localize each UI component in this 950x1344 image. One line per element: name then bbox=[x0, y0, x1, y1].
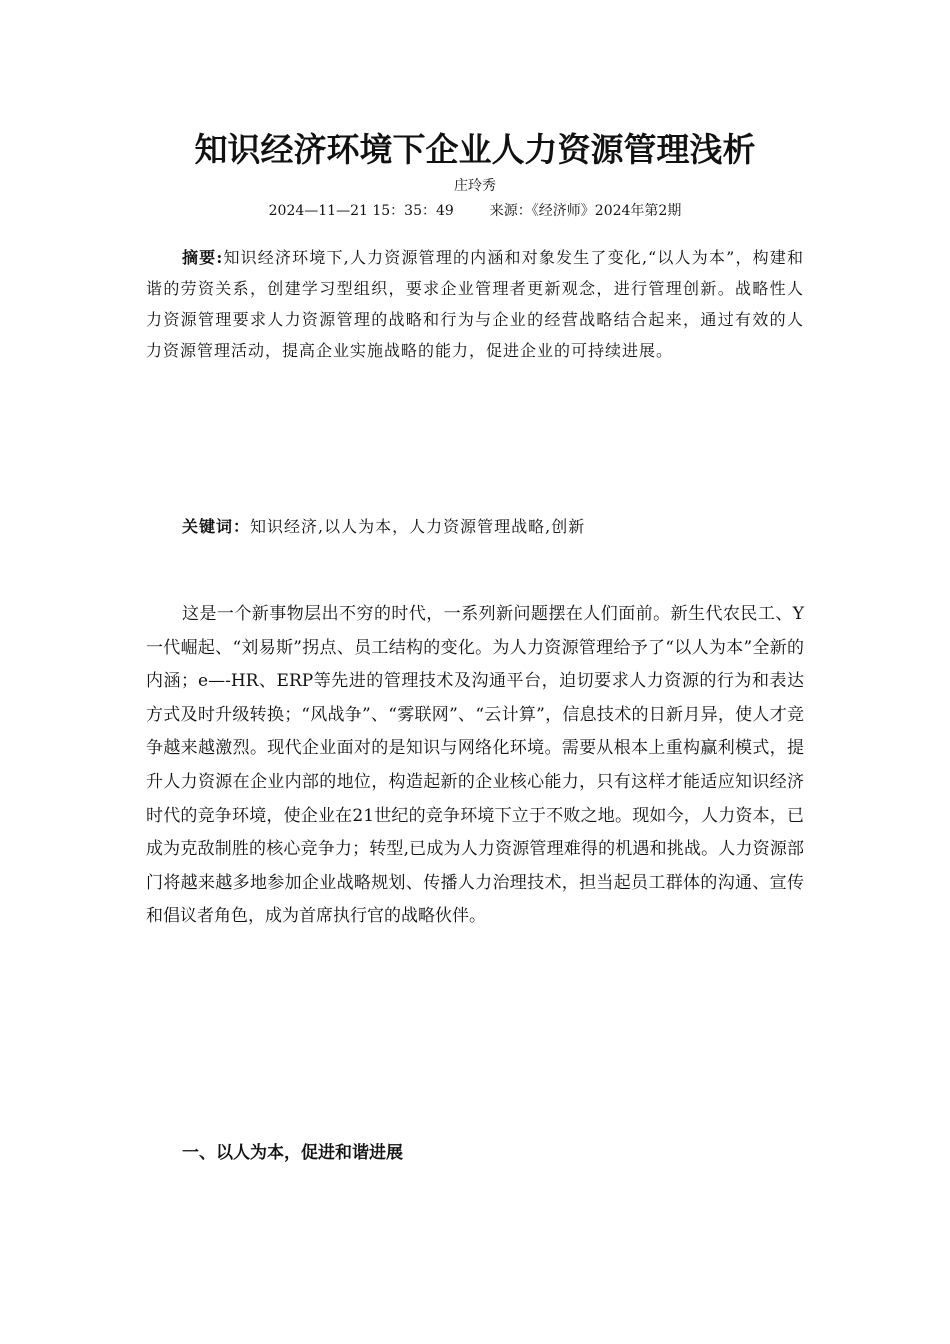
abstract-paragraph bbox=[146, 242, 804, 366]
keywords-label: 关键词： bbox=[182, 517, 251, 536]
publication-source: 来源：《经济师》2024年第2期 bbox=[489, 203, 682, 219]
keywords-line bbox=[182, 513, 802, 541]
publish-datetime: 2024—11—21 15：35：49 bbox=[268, 203, 454, 219]
abstract-label: 摘要: bbox=[182, 248, 224, 267]
abstract-text: 知识经济环境下,人力资源管理的内涵和对象发生了变化,“以人为本”，构建和谐的劳资关系，创建学习型组织，要求企业管理者更新观念，进行管理创新。战略性人力资源管理要求人力资源管理的战略和行为与企业的经营战略结合起来，通过有效的人力资源管理活动，提高企业实施战略的能力，促进企业的可持续进展。 bbox=[146, 248, 804, 360]
author-name: 庄玲秀 bbox=[454, 178, 496, 194]
keywords-text: 知识经济,以人为本，人力资源管理战略,创新 bbox=[250, 517, 586, 536]
section-heading: 一、以人为本，促进和谐进展 bbox=[182, 1143, 403, 1163]
document-title: 知识经济环境下企业人力资源管理浅析 bbox=[194, 130, 756, 169]
body-paragraph: 这是一个新事物层出不穷的时代，一系列新问题摆在人们面前。新生代农民工、Y一代崛起、“刘易斯”拐点、员工结构的变化。为人力资源管理给予了“以人为本”全新的内涵；e—-HR、ERP等先进的管理技术及沟通平台，迫切要求人力资源的行为和表达方式及时升级转换；“风战争”、“雾联网”、“云计算”，信息技术的日新月异，使人才竞争越来越激烈。现代企业面对的是知识与网络化环境。需要从根本上重构赢利模式，提升人力资源在企业内部的地位，构造起新的企业核心能力，只有这样才能适应知识经济时代的竞争环境，使企业在21世纪的竞争环境下立于不败之地。现如今，人力资本，已成为克敌制胜的核心竞争力；转型,已成为人力资源管理难得的机遇和挑战。人力资源部门将越来越多地参加企业战略规划、传播人力治理技术，担当起员工群体的沟通、宣传和倡议者角色，成为首席执行官的战略伙伴。 bbox=[146, 604, 804, 927]
publication-meta bbox=[0, 200, 950, 222]
